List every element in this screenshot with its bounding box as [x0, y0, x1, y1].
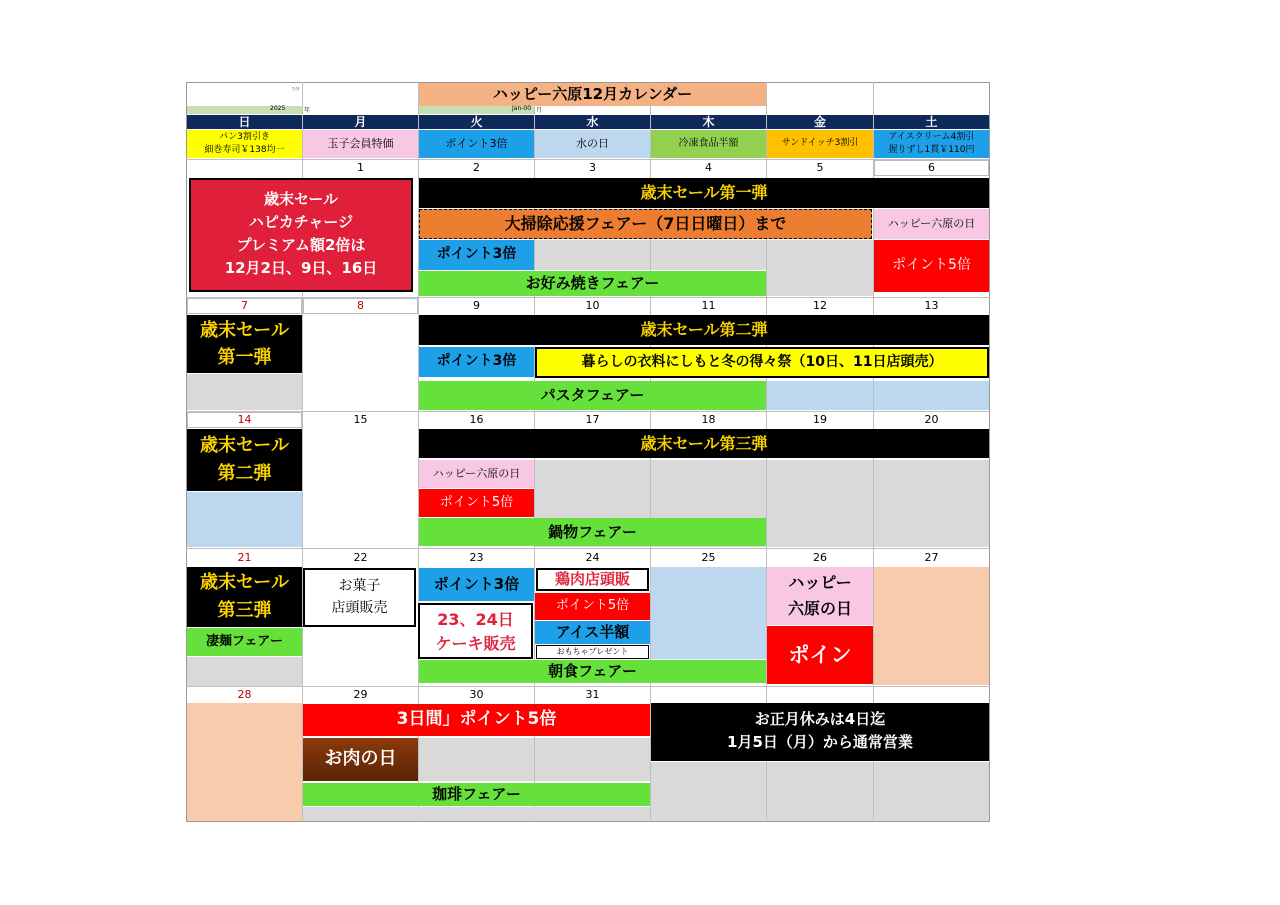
- happy-day-label: ハッピー六原の日: [419, 460, 534, 488]
- promo-line: 12月2日、9日、16日: [224, 259, 378, 277]
- empty-cell: [535, 738, 650, 781]
- empty-cell: [874, 460, 989, 547]
- snack-sale-box: [303, 568, 416, 627]
- empty-cell: [651, 567, 766, 659]
- special-sun-line: パン3割引き: [219, 132, 270, 142]
- date-cell: 29: [353, 687, 368, 701]
- weekday-thu: 木: [651, 115, 766, 129]
- empty-cell: [187, 703, 302, 821]
- date-cell: 27: [924, 550, 939, 564]
- three-day-point-banner: 3日間」ポイント5倍: [303, 704, 650, 736]
- special-sat-line: 握りずし1貫￥110円: [888, 145, 975, 155]
- chicken-sale-label: 鶏肉店頭販: [536, 568, 649, 591]
- snack-line: 店頭販売: [331, 600, 388, 616]
- empty-cell: [187, 492, 302, 547]
- date-cell: 12: [813, 299, 827, 313]
- toy-present-label: おもちゃプレゼント: [536, 645, 649, 659]
- date-cell: 2: [473, 161, 480, 175]
- empty-cell: [767, 460, 873, 547]
- breakfast-fair-banner: 朝食フェアー: [419, 660, 766, 683]
- date-cell: 7: [187, 298, 302, 314]
- weekday-tue: 火: [419, 115, 534, 129]
- sun-sale-line: 第一弾: [217, 347, 272, 368]
- pasta-fair-banner: パスタフェアー: [419, 381, 766, 410]
- empty-cell: [767, 381, 873, 410]
- sun-sale-label: [187, 429, 302, 491]
- date-cell: 17: [585, 413, 600, 427]
- date-cell: 23: [469, 550, 484, 564]
- snack-line: お菓子: [338, 578, 381, 594]
- sale-banner-2: 歳末セール第二弾: [419, 315, 989, 345]
- happy-line: 六原の日: [787, 599, 852, 618]
- date-cell: 24: [585, 550, 600, 564]
- meat-day-label: お肉の日: [303, 738, 418, 781]
- clothing-fair-banner: 暮らしの衣料にしもと冬の得々祭（10日、11日店頭売）: [535, 347, 989, 378]
- weekday-mon: 月: [303, 115, 418, 129]
- special-sat-line: アイスクリーム4割引: [888, 132, 975, 142]
- empty-cell: [767, 762, 873, 821]
- point-partial-label: ポイン: [767, 626, 873, 684]
- empty-cell: [874, 381, 989, 410]
- date-cell: 20: [924, 413, 939, 427]
- sun-sale-label: [187, 315, 302, 373]
- hapica-promo-box: [189, 178, 413, 292]
- date-cell: 22: [353, 550, 368, 564]
- weekday-sat: 土: [874, 115, 989, 129]
- date-cell: 18: [701, 413, 716, 427]
- special-sun: [187, 130, 302, 158]
- point5-label: ポイント5倍: [535, 593, 650, 620]
- happy-line: ハッピー: [788, 573, 852, 592]
- date-cell: 13: [924, 299, 939, 313]
- title-small-note: ｱｲﾃ: [292, 87, 300, 93]
- date-cell: 8: [303, 298, 418, 314]
- empty-cell: [303, 807, 650, 821]
- special-thu: 冷凍食品半額: [651, 130, 766, 158]
- noodle-fair-label: 凄麺フェアー: [187, 628, 302, 656]
- promo-line: 歳末セール: [263, 190, 339, 208]
- date-cell: 21: [237, 550, 252, 564]
- coffee-fair-banner: 珈琲フェアー: [303, 783, 650, 806]
- date-cell: 15: [353, 413, 368, 427]
- date-cell: 16: [469, 413, 484, 427]
- weekday-wed: 水: [535, 115, 650, 129]
- cake-sale-box: [418, 603, 533, 659]
- date-cell: 14: [187, 412, 302, 428]
- sun-sale-line: 第二弾: [217, 463, 272, 484]
- point5-label: ポイント5倍: [419, 489, 534, 517]
- special-wed: 水の日: [535, 130, 650, 158]
- empty-cell: [651, 240, 766, 270]
- empty-cell: [419, 738, 534, 781]
- date-cell: 10: [585, 299, 600, 313]
- promo-line: ハピカチャージ: [248, 213, 354, 231]
- special-mon: 玉子会員特価: [303, 130, 418, 158]
- date-cell: 5: [816, 161, 824, 175]
- notice-line: お正月休みは4日迄: [754, 710, 886, 728]
- sun-sale-line: 歳末セール: [200, 435, 289, 456]
- special-sat: [874, 130, 989, 158]
- date-cell: 6: [874, 160, 989, 176]
- weekday-fri: 金: [767, 115, 873, 129]
- month-value: Jan-00: [512, 105, 532, 112]
- empty-cell: [874, 762, 989, 821]
- date-cell: 3: [589, 161, 596, 175]
- special-tue: ポイント3倍: [419, 130, 534, 158]
- sale-banner-3: 歳末セール第三弾: [419, 429, 989, 458]
- empty-cell: [535, 240, 650, 270]
- sun-sale-label: [187, 567, 302, 627]
- empty-cell: [874, 567, 989, 685]
- notice-line: 1月5日（月）から通常営業: [727, 733, 913, 751]
- sale-banner-1: 歳末セール第一弾: [419, 178, 989, 208]
- nabe-fair-banner: 鍋物フェアー: [419, 518, 766, 546]
- sun-sale-line: 歳末セール: [200, 320, 289, 341]
- point3-label: ポイント3倍: [419, 568, 534, 601]
- date-cell: 19: [813, 413, 827, 427]
- year-unit: 年: [304, 107, 311, 114]
- date-cell: 11: [701, 299, 716, 313]
- okonomiyaki-fair-banner: お好み焼きフェアー: [419, 271, 766, 296]
- happy-day-label: ハッピー六原の日: [874, 209, 989, 239]
- month-unit: 月: [536, 107, 543, 114]
- promo-line: プレミアム額2倍は: [236, 236, 366, 254]
- cake-line: ケーキ販売: [435, 634, 516, 653]
- empty-cell: [187, 657, 302, 686]
- sun-sale-line: 第三弾: [217, 600, 272, 621]
- special-sun-line: 細巻寿司￥138均一: [204, 145, 285, 155]
- empty-cell: [187, 374, 302, 410]
- point3-label: ポイント3倍: [419, 347, 534, 377]
- date-cell: 26: [813, 550, 827, 564]
- point3-label: ポイント3倍: [419, 240, 534, 270]
- date-cell: 31: [585, 687, 600, 701]
- ice-half-label: アイス半額: [535, 621, 650, 644]
- date-cell: 25: [701, 550, 716, 564]
- weekday-sun: 日: [187, 115, 302, 129]
- empty-cell: [651, 762, 766, 821]
- cleaning-fair-banner: 大掃除応援フェアー（7日日曜日）まで: [419, 209, 872, 239]
- date-cell: 30: [469, 687, 484, 701]
- cake-line: 23、24日: [437, 610, 514, 629]
- new-year-notice: [651, 703, 989, 761]
- happy-day-label: [767, 567, 873, 625]
- special-fri: サンドイッチ3割引: [767, 130, 873, 158]
- date-cell: 4: [705, 161, 712, 175]
- date-cell: 9: [473, 299, 480, 313]
- year-value: 2025: [270, 105, 286, 112]
- date-cell: 1: [357, 161, 364, 175]
- calendar-title: ハッピー六原12月カレンダー: [419, 83, 766, 106]
- empty-cell: [767, 240, 873, 296]
- sun-sale-line: 歳末セール: [200, 572, 289, 593]
- point5-label: ポイント5倍: [874, 240, 989, 292]
- date-cell: 28: [237, 687, 252, 701]
